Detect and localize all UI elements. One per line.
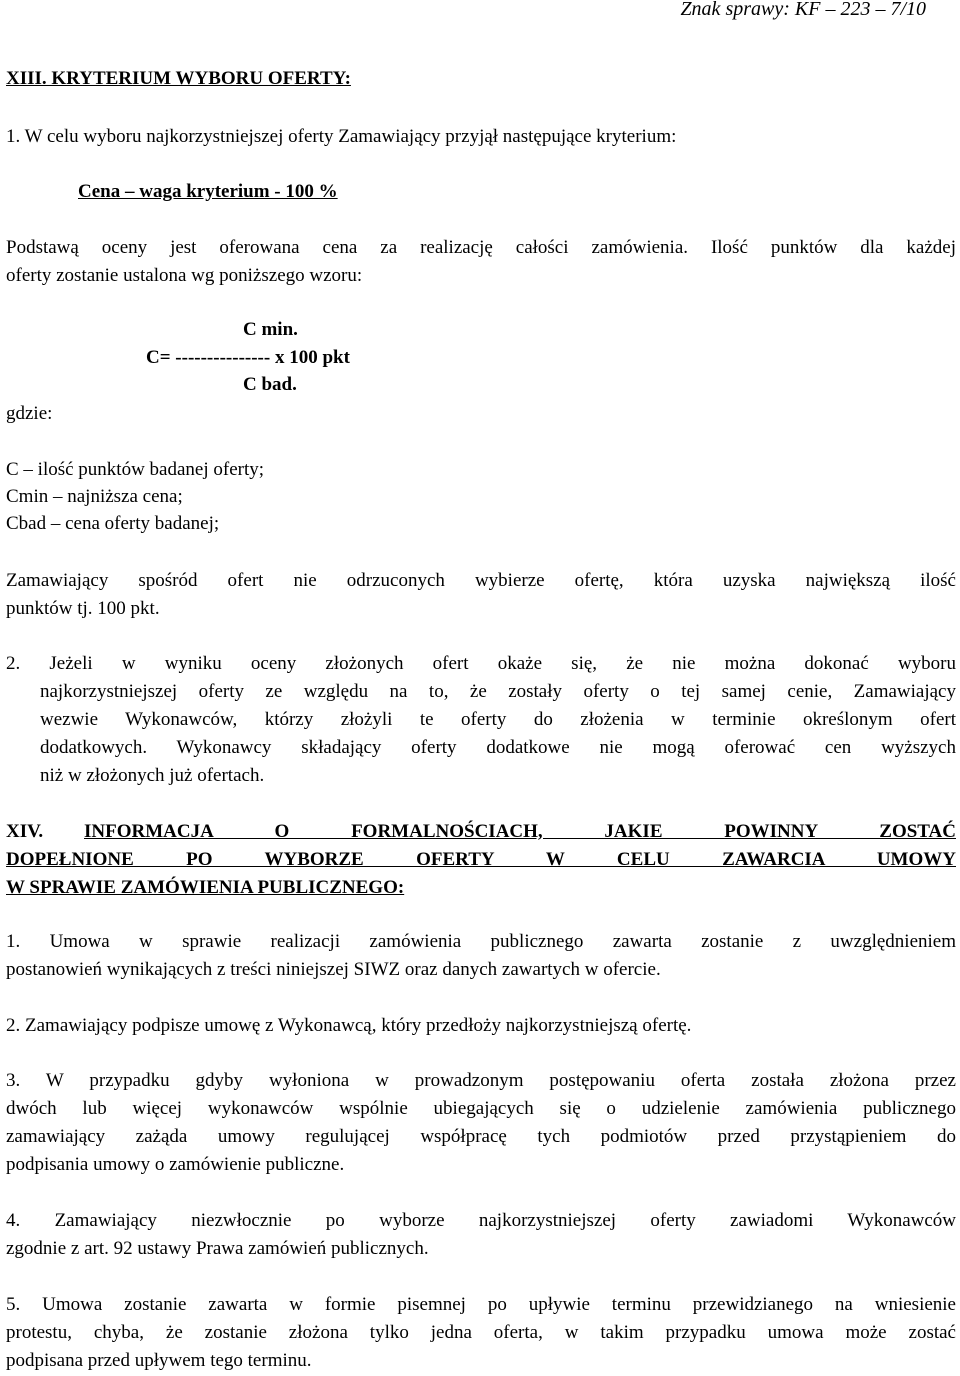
definition-c: C – ilość punktów badanej oferty; <box>6 459 265 480</box>
formula-denominator: C bad. <box>243 374 297 395</box>
point-2-line-2: najkorzystniejszej oferty ze względu na to, że zostały oferty o tej samej cenie, Zamawiający <box>40 681 956 702</box>
criterion-heading: Cena – waga kryterium - 100 % <box>78 181 338 202</box>
point-2-line-1: 2. Jeżeli w wyniku oceny złożonych ofert okaże się, że nie można dokonać wyboru <box>6 653 956 674</box>
section-14-title-line-1: INFORMACJA O FORMALNOŚCIACH, JAKIE POWINNY ZOSTAĆ <box>84 821 956 842</box>
selection-line-2: punktów tj. 100 pkt. <box>6 598 160 619</box>
item-1-line-1: 1. Umowa w sprawie realizacji zamówienia publicznego zawarta zostanie z uwzględnieniem <box>6 931 956 952</box>
point-2-line-4: dodatkowych. Wykonawcy składający oferty dodatkowe nie mogą oferować cen wyższych <box>40 737 956 758</box>
item-3-line-2: dwóch lub więcej wykonawców wspólnie ubiegających się o udzielenie zamówienia publicznego <box>6 1098 956 1119</box>
basis-line-2: oferty zostanie ustalona wg poniższego wzoru: <box>6 265 363 286</box>
basis-line-1: Podstawą oceny jest oferowana cena za realizację całości zamówienia. Ilość punktów dla każdej <box>6 237 956 258</box>
item-5-line-1: 5. Umowa zostanie zawarta w formie pisemnej po upływie terminu przewidzianego na wniesienie <box>6 1294 956 1315</box>
item-1-line-2: postanowień wynikających z treści niniejszej SIWZ oraz danych zawartych w ofercie. <box>6 959 661 980</box>
section-14-title-line-2: DOPEŁNIONE PO WYBORZE OFERTY W CELU ZAWARCIA UMOWY <box>6 849 956 870</box>
item-3-line-3: zamawiający zażąda umowy regulującej współpracę tych podmiotów przed przystąpieniem do <box>6 1126 956 1147</box>
case-number-header: Znak sprawy: KF – 223 – 7/10 <box>680 0 926 20</box>
item-5-line-3: podpisana przed upływem tego terminu. <box>6 1350 312 1371</box>
item-2: 2. Zamawiający podpisze umowę z Wykonawcą, który przedłoży najkorzystniejszą ofertę. <box>6 1015 692 1036</box>
formula-main: C= --------------- x 100 pkt <box>146 347 350 368</box>
selection-line-1: Zamawiający spośród ofert nie odrzuconych wybierze ofertę, która uzyska największą ilość <box>6 570 956 591</box>
item-4-line-1: 4. Zamawiający niezwłocznie po wyborze najkorzystniejszej oferty zawiadomi Wykonawców <box>6 1210 956 1231</box>
item-3-line-1: 3. W przypadku gdyby wyłoniona w prowadzonym postępowaniu oferta została złożona przez <box>6 1070 956 1091</box>
item-4-line-2: zgodnie z art. 92 ustawy Prawa zamówień publicznych. <box>6 1238 429 1259</box>
section-13-point-1: 1. W celu wyboru najkorzystniejszej oferty Zamawiający przyjął następujące kryterium: <box>6 126 677 147</box>
item-5-line-2: protestu, chyba, że zostanie złożona tylko jedna oferta, w takim przypadku umowa może zostać <box>6 1322 956 1343</box>
item-3-line-4: podpisania umowy o zamówienie publiczne. <box>6 1154 345 1175</box>
where-label: gdzie: <box>6 403 53 424</box>
section-13-title: XIII. KRYTERIUM WYBORU OFERTY: <box>6 68 351 89</box>
section-14-number: XIV. <box>6 821 44 842</box>
formula-numerator: C min. <box>243 319 298 340</box>
definition-cmin: Cmin – najniższa cena; <box>6 486 183 507</box>
point-2-line-5: niż w złożonych już ofertach. <box>40 765 265 786</box>
point-2-line-3: wezwie Wykonawców, którzy złożyli te oferty do złożenia w terminie określonym ofert <box>40 709 956 730</box>
section-14-title-line-3: W SPRAWIE ZAMÓWIENIA PUBLICZNEGO: <box>6 877 405 898</box>
definition-cbad: Cbad – cena oferty badanej; <box>6 513 220 534</box>
